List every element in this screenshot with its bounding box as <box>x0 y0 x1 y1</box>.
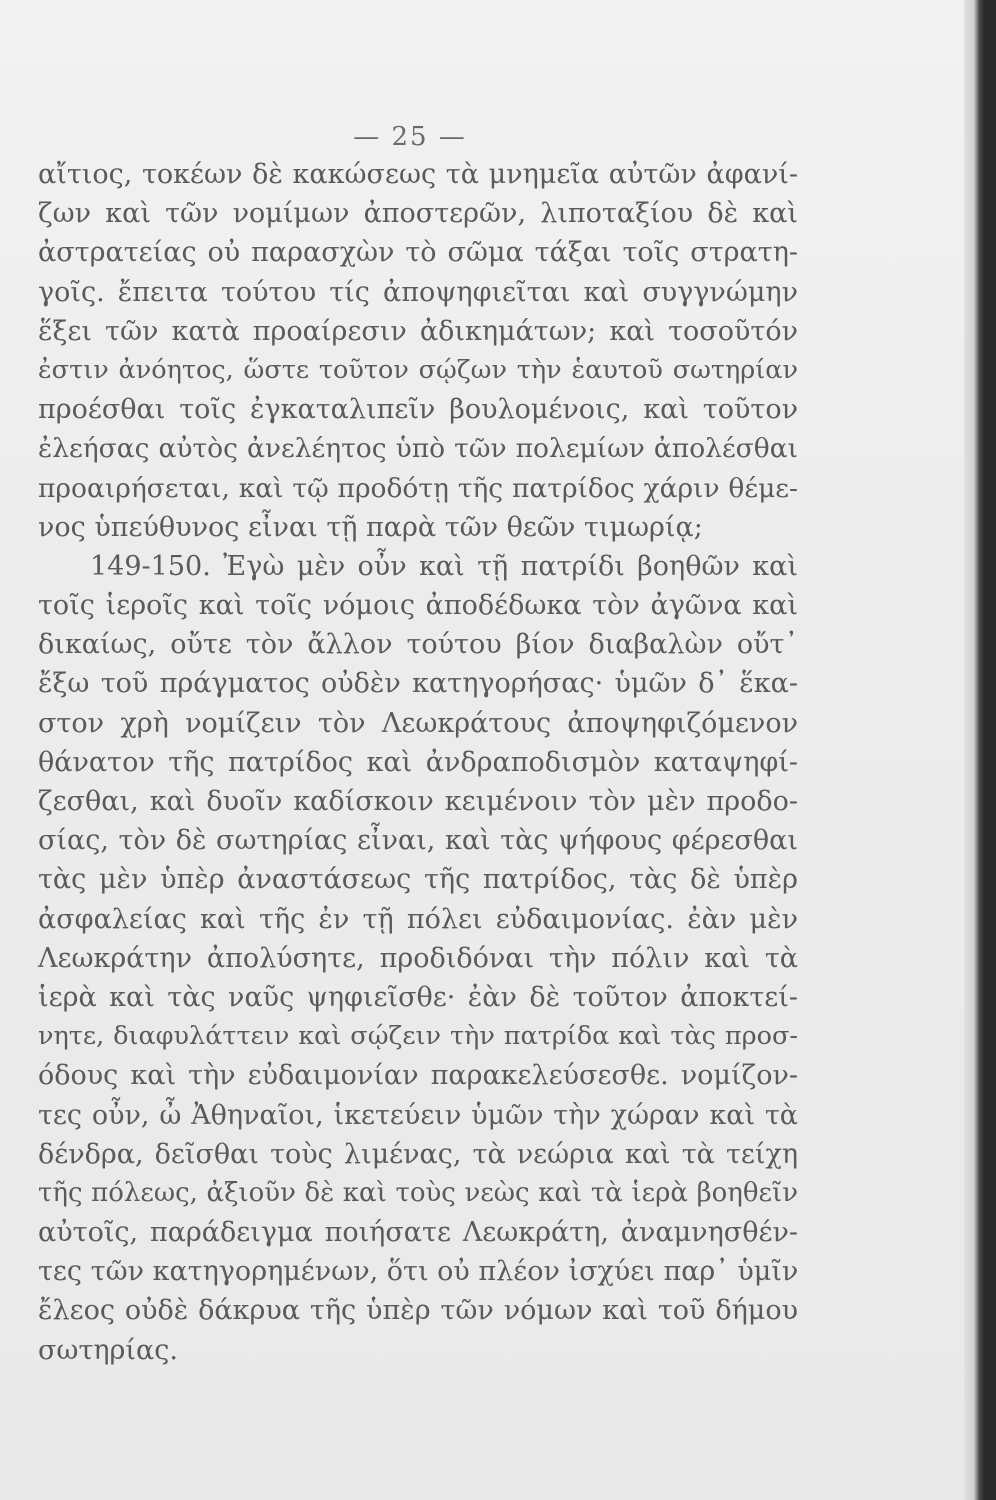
text-line: ἀσφαλείας καὶ τῆς ἐν τῇ πόλει εὐδαιμονίας. ἐὰν μὲν <box>38 903 798 935</box>
text-line: ἕξει τῶν κατὰ προαίρεσιν ἀδικημάτων; καὶ τοσοῦτόν <box>38 315 798 347</box>
text-line: προέσθαι τοῖς ἐγκαταλιπεῖν βουλομένοις, καὶ τοῦτον <box>38 394 798 426</box>
text-line: θάνατον τῆς πατρίδος καὶ ἀνδραποδισμὸν καταψηφί- <box>38 746 798 778</box>
text-line: ζεσθαι, καὶ δυοῖν καδίσκοιν κειμένοιν τὸν μὲν προδο- <box>38 786 798 817</box>
text-line: τες τῶν κατηγορημένων, ὅτι οὐ πλέον ἰσχύει παρ᾽ ὑμῖν <box>38 1256 799 1288</box>
text-line: ἱερὰ καὶ τὰς ναῦς ψηφιεῖσθε· ἐὰν δὲ τοῦτον ἀποκτεί- <box>38 981 798 1013</box>
text-line: γοῖς. ἔπειτα τούτου τίς ἀποψηφιεῖται καὶ συγγνώμην <box>38 276 798 308</box>
text-line: προαιρήσεται, καὶ τῷ προδότῃ τῆς πατρίδος χάριν θέμε- <box>38 472 798 504</box>
body-text <box>38 155 798 1370</box>
text-line: τὰς μὲν ὑπὲρ ἀναστάσεως τῆς πατρίδος, τὰς δὲ ὑπὲρ <box>38 864 798 896</box>
section-start-line: 149-150. Ἐγὼ μὲν οὖν καὶ τῇ πατρίδι βοηθῶν καὶ <box>90 550 798 582</box>
text-line: σωτηρίας. <box>38 1334 178 1366</box>
text-line: ἐλεήσας αὐτὸς ἀνελέητος ὑπὸ τῶν πολεμίων ἀπολέσθαι <box>38 433 798 465</box>
page-number: — 25 — <box>353 122 467 152</box>
text-line: ζων καὶ τῶν νομίμων ἀποστερῶν, λιποταξίου δὲ καὶ <box>38 198 798 230</box>
text-line: νος ὑπεύθυνος εἶναι τῇ παρὰ τῶν θεῶν τιμωρίᾳ; <box>38 511 703 543</box>
text-line: στον χρὴ νομίζειν τὸν Λεωκράτους ἀποψηφιζόμενον <box>38 707 798 739</box>
text-line: σίας, τὸν δὲ σωτηρίας εἶναι, καὶ τὰς ψήφους φέρεσθαι <box>38 825 798 857</box>
text-line: τῆς πόλεως, ἀξιοῦν δὲ καὶ τοὺς νεὼς καὶ τὰ ἱερὰ βοηθεῖν <box>38 1177 798 1208</box>
text-line: δένδρα, δεῖσθαι τοὺς λιμένας, τὰ νεώρια καὶ τὰ τείχη <box>38 1138 798 1170</box>
text-line: ἀστρατείας οὐ παρασχὼν τὸ σῶμα τάξαι τοῖς στρατη- <box>38 237 798 269</box>
text-line: τοῖς ἱεροῖς καὶ τοῖς νόμοις ἀποδέδωκα τὸν ἀγῶνα καὶ <box>38 590 798 622</box>
text-line: ἔλεος οὐδὲ δάκρυα τῆς ὑπὲρ τῶν νόμων καὶ τοῦ δήμου <box>38 1295 798 1327</box>
text-line: δικαίως, οὔτε τὸν ἄλλον τούτου βίον διαβαλὼν οὔτ᾽ <box>38 629 798 661</box>
text-line: νητε, διαφυλάττειν καὶ σῴζειν τὴν πατρίδα καὶ τὰς προσ- <box>38 1021 798 1052</box>
text-line: ἔξω τοῦ πράγματος οὐδὲν κατηγορήσας· ὑμῶν δ᾽ ἕκα- <box>38 668 798 700</box>
text-line: Λεωκράτην ἀπολύσητε, προδιδόναι τὴν πόλιν καὶ τὰ <box>38 942 798 974</box>
torn-page-edge <box>964 0 986 1500</box>
text-line: τες οὖν, ὦ Ἀθηναῖοι, ἱκετεύειν ὑμῶν τὴν χώραν καὶ τὰ <box>38 1099 798 1131</box>
text-line: αἴτιος, τοκέων δὲ κακώσεως τὰ μνημεῖα αὐτῶν ἀφανί- <box>38 159 798 190</box>
text-line: ἐστιν ἀνόητος, ὥστε τοῦτον σῴζων τὴν ἑαυτοῦ σωτηρίαν <box>38 354 798 385</box>
text-line: όδους καὶ τὴν εὐδαιμονίαν παρακελεύσεσθε. νομίζον- <box>38 1060 798 1092</box>
text-line: αὐτοῖς, παράδειγμα ποιήσατε Λεωκράτη, ἀναμνησθέν- <box>38 1217 798 1249</box>
